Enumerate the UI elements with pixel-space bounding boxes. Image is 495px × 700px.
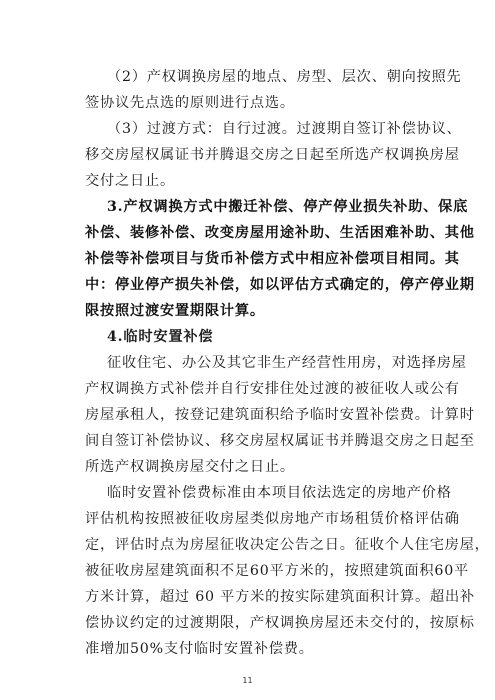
bold-paragraph-line: 限按照过渡安置期限计算。	[85, 303, 265, 319]
paragraph-line: 准增加50%支付临时安置补偿费。	[85, 641, 314, 657]
paragraph-line: 房屋承租人，按登记建筑面积给予临时安置补偿费。计算时	[85, 407, 475, 423]
page-number: 11	[242, 676, 253, 685]
paragraph-line: 临时安置补偿费标准由本项目依法选定的房地产价格	[107, 485, 452, 501]
paragraph-line: 定，评估时点为房屋征收决定公告之日。征收个人住宅房屋，	[85, 537, 490, 553]
bold-paragraph-line: 中：停业停产损失补偿，如以评估方式确定的，停产停业期	[85, 277, 475, 293]
bold-paragraph-line: 3.产权调换方式中搬迁补偿、停产停业损失补助、保底	[107, 199, 469, 215]
paragraph-line: （3）过渡方式：自行过渡。过渡期自签订补偿协议、	[107, 121, 462, 137]
paragraph-line: 偿协议约定的过渡期限，产权调换房屋还未交付的，按原标	[85, 615, 475, 631]
paragraph-line: 方米计算，超过 60 平方米的按实际建筑面积计算。超出补	[85, 589, 475, 605]
paragraph-line: 间自签订补偿协议、移交房屋权属证书并腾退交房之日起至	[85, 433, 475, 449]
paragraph-line: 被征收房屋建筑面积不足60平方米的，按照建筑面积60平	[85, 563, 470, 579]
bold-paragraph-line: 补偿等补偿项目与货币补偿方式中相应补偿项目相同。其	[85, 251, 460, 267]
paragraph-line: （2）产权调换房屋的地点、房型、层次、朝向按照先	[107, 69, 462, 85]
bold-paragraph-line: 补偿、装修补偿、改变房屋用途补助、生活困难补助、其他	[85, 225, 475, 241]
paragraph-line: 交付之日止。	[85, 173, 175, 189]
paragraph-line: 签协议先点选的原则进行点选。	[85, 95, 295, 111]
paragraph-line: 征收住宅、办公及其它非生产经营性用房，对选择房屋	[107, 355, 467, 371]
paragraph-line: 移交房屋权属证书并腾退交房之日起至所选产权调换房屋	[85, 147, 460, 163]
section-heading: 4.临时安置补偿	[107, 329, 214, 345]
paragraph-line: 评估机构按照被征收房屋类似房地产市场租赁价格评估确	[85, 511, 460, 527]
paragraph-line: 产权调换方式补偿并自行安排住处过渡的被征收人或公有	[85, 381, 460, 397]
paragraph-line: 所选产权调换房屋交付之日止。	[85, 459, 295, 475]
